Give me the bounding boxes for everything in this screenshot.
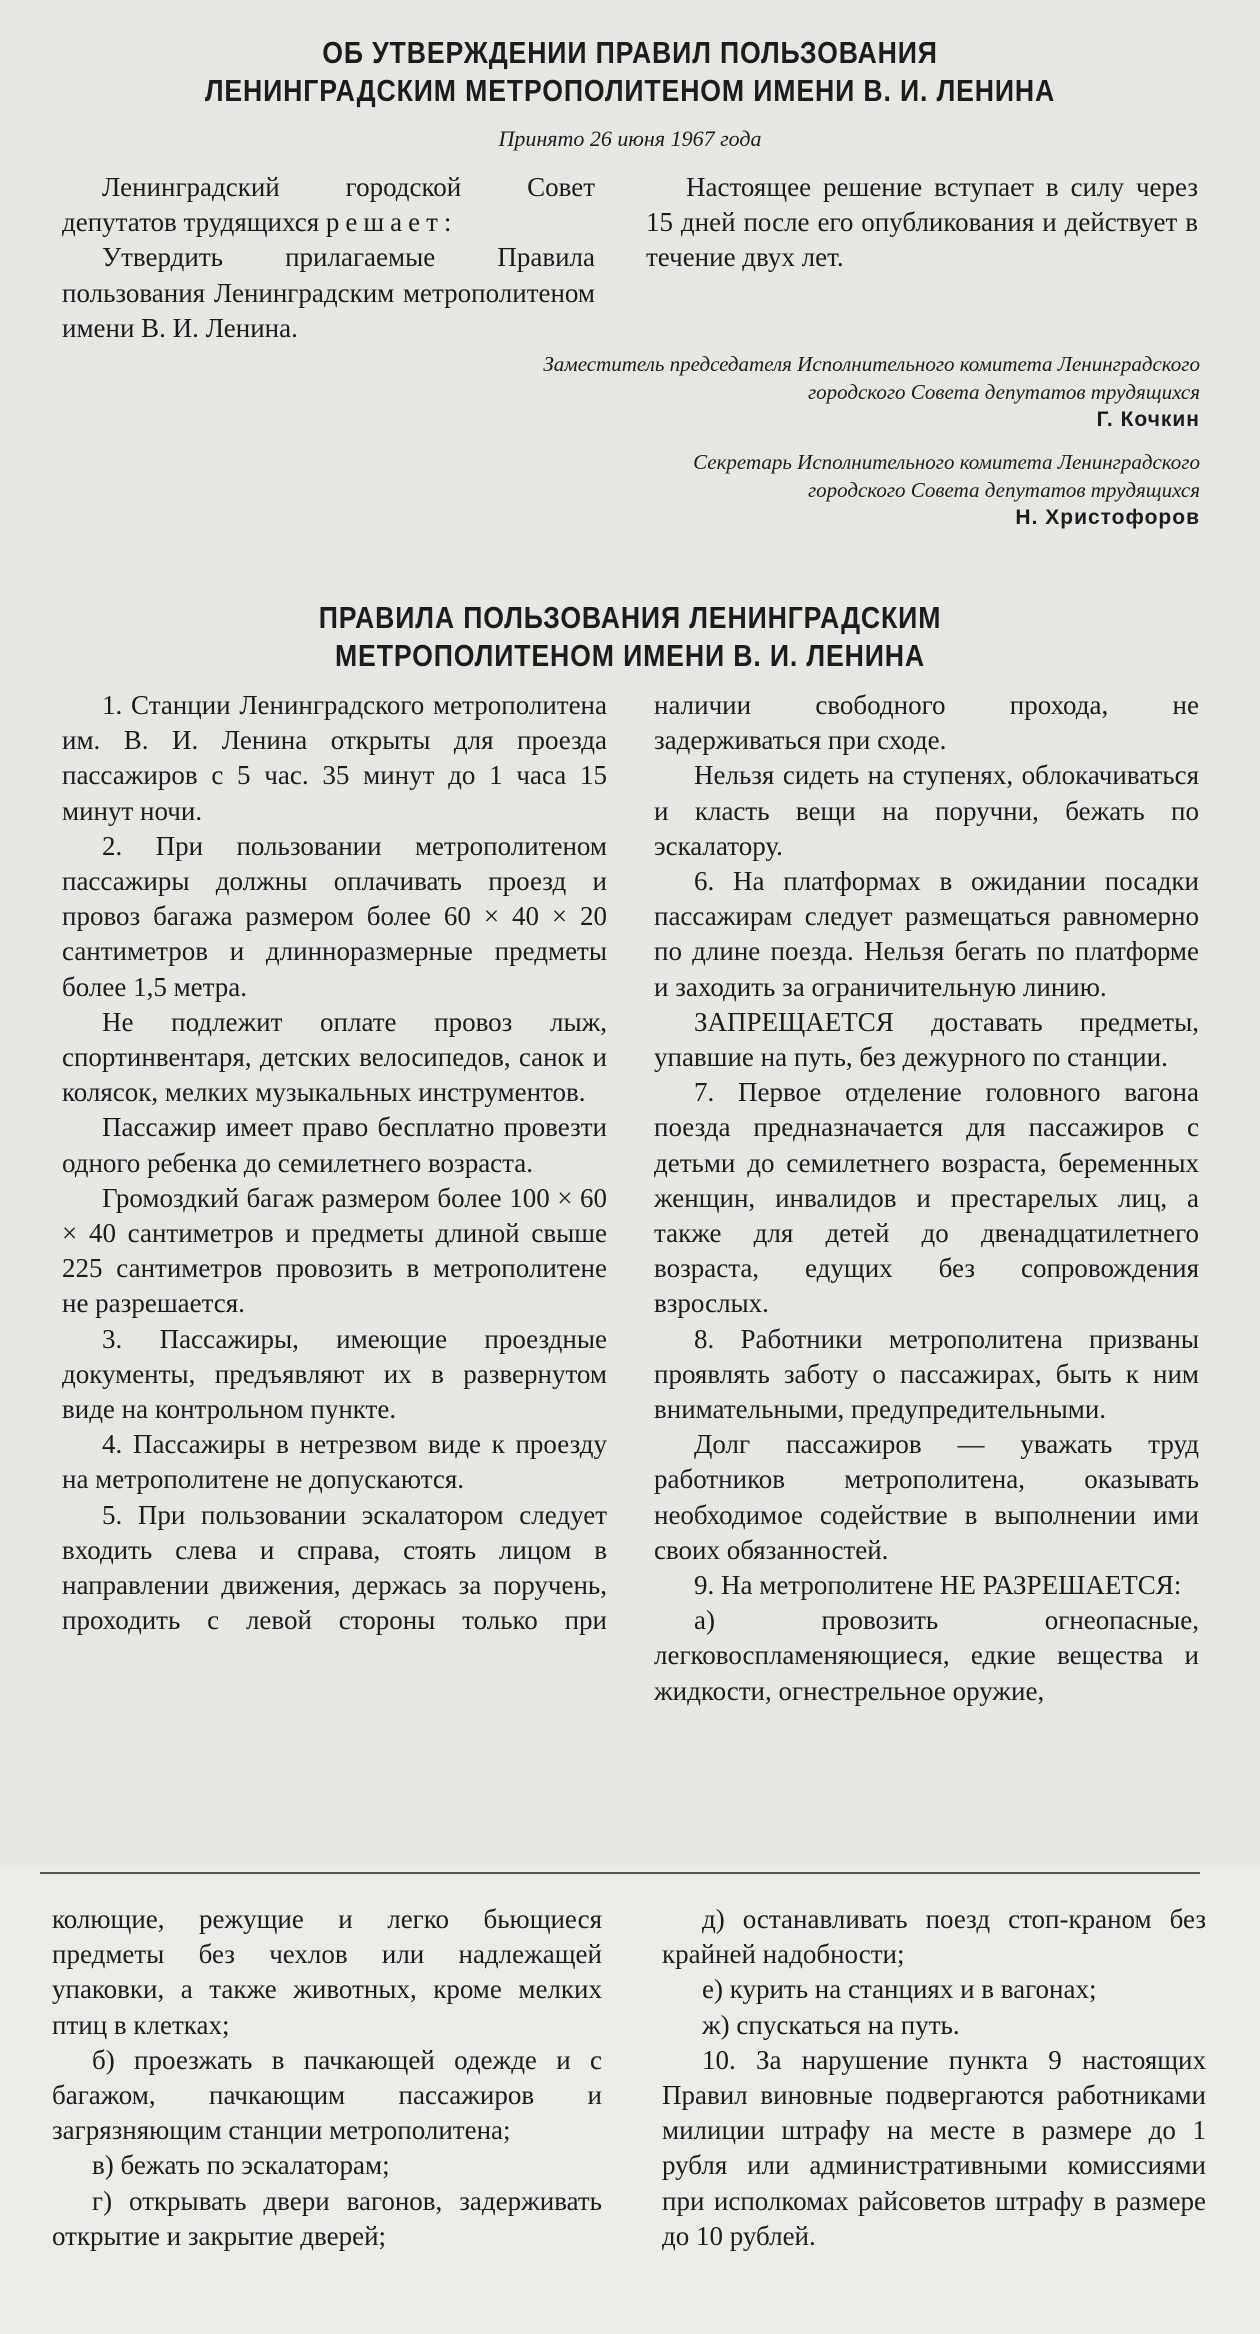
rule-paragraph: 10. За нарушение пункта 9 настоящих Правил виновные подвергаются работниками милиции штрафу на месте в размере до 1 рубля или административными комиссиями при исполкомах райсоветов штрафу в размере до 10 рублей. [662,2044,1206,2251]
decree-resolves-word: решает: [325,207,458,238]
signature-name: Н. Христофоров [1015,506,1200,529]
rules-title [88,599,1172,675]
rule-paragraph: 8. Работники метрополитена призваны проявлять заботу о пассажирах, быть к ним внимательными, предупредительными. [654,1323,1199,1425]
rule-paragraph: б) проезжать в пачкающей одежде и с багажом, пачкающим пассажиров и загрязняющим станции метрополитена; [52,2044,602,2146]
rule-paragraph: Пассажир имеет право бесплатно провезти одного ребенка до семилетнего возраста. [62,1112,607,1178]
rule-paragraph: е) курить на станциях и в вагонах; [702,1974,1097,2005]
rules-left-column [62,688,607,1638]
rule-paragraph: 3. Пассажиры, имеющие проездные документы, предъявляют их в развернутом виде на контрольном пункте. [62,1323,607,1425]
decree-paragraph-text: Ленинградский городской Совет депутатов трудящихся [62,172,595,238]
decree-right-column [646,170,1198,276]
decree-title [88,34,1172,110]
rule-paragraph: Долг пассажиров — уважать труд работников метрополитена, оказывать необходимое содействие в выполнении ими своих обязанностей. [654,1429,1199,1565]
rule-paragraph: 4. Пассажиры в нетрезвом виде к проезду на метрополитене не допускаются. [62,1429,607,1495]
decree-left-column [62,170,595,346]
rule-paragraph: д) останавливать поезд стоп-краном без крайней надобности; [662,1904,1206,1970]
continued-left-column [52,1902,602,2254]
decree-title-line: ЛЕНИНГРАДСКИМ МЕТРОПОЛИТЕНОМ ИМЕНИ В. И. ЛЕНИНА [204,73,1056,108]
rule-paragraph: г) открывать двери вагонов, задерживать открытие и закрытие дверей; [52,2185,602,2251]
section-divider [40,1872,1200,1874]
signature-position: городского Совета депутатов трудящихся [807,478,1200,502]
rule-paragraph: Нельзя сидеть на ступенях, облокачиваться и класть вещи на поручни, бежать по эскалатору. [654,760,1199,861]
rule-paragraph: Громоздкий багаж размером более 100 × 60 × 40 сантиметров и предметы длиной свыше 225 сантиметров провозить в метрополитене не разрешается. [62,1182,607,1319]
signature-block [543,350,1200,434]
signature-position: городского Совета депутатов трудящихся [807,380,1200,404]
continued-right-column [662,1902,1206,2254]
rule-paragraph: ЗАПРЕЩАЕТСЯ доставать предметы, упавшие на путь, без дежурного по станции. [654,1006,1199,1073]
signature-position: Заместитель председателя Исполнительного комитета Ленинградского [543,352,1200,376]
rule-paragraph: Не подлежит оплате провоз лыж, спортинвентаря, детских велосипедов, санок и колясок, мелких музыкальных инструментов. [62,1006,607,1108]
signature-position: Секретарь Исполнительного комитета Ленинградского [693,450,1200,474]
rule-paragraph: 7. Первое отделение головного вагона поезда предназначается для пассажиров с детьми до семилетнего возраста, беременных женщин, инвалидов и престарелых лиц, а также для детей до двенадцатилетнего возраста, едущих без сопровождения взрослых. [654,1077,1199,1319]
rule-paragraph: 5. При пользовании эскалатором следует входить слева и справа, стоять лицом в направлении движения, держась за поручень, проходить с левой стороны только при [62,1499,607,1636]
rule-paragraph: ж) спускаться на путь. [702,2009,960,2040]
decree-paragraph: Утвердить прилагаемые Правила пользования Ленинградским метрополитеном имени В. И. Ленина. [62,242,595,343]
rule-paragraph: а) провозить огнеопасные, легковоспламеняющиеся, едкие вещества и жидкости, огнестрельное оружие, [654,1605,1199,1706]
adoption-date: Принято 26 июня 1967 года [498,126,762,151]
rule-paragraph: 2. При пользовании метрополитеном пассажиры должны оплачивать проезд и провоз багажа размером более 60 × 40 × 20 сантиметров и длинноразмерные предметы более 1,5 метра. [62,830,607,1002]
signature-block [693,448,1200,532]
rule-paragraph: колющие, режущие и легко бьющиеся предметы без чехлов или надлежащей упаковки, а также животных, кроме мелких птиц в клетках; [52,1904,602,2040]
signature-name: Г. Кочкин [1096,408,1200,431]
decree-paragraph [62,170,595,240]
rule-paragraph: наличии свободного прохода, не задерживаться при сходе. [654,690,1199,756]
decree-paragraph: Настоящее решение вступает в силу через 15 дней после его опубликования и действует в течение двух лет. [646,172,1198,273]
rule-paragraph: 6. На платформах в ожидании посадки пассажирам следует размещаться равномерно по длине поезда. Нельзя бегать по платформе и заходить за ограничительную линию. [654,866,1199,1002]
rule-paragraph: 9. На метрополитене НЕ РАЗРЕШАЕТСЯ: [694,1570,1182,1601]
decree-title-line: ОБ УТВЕРЖДЕНИИ ПРАВИЛ ПОЛЬЗОВАНИЯ [322,35,938,70]
rule-paragraph: 1. Станции Ленинградского метрополитена им. В. И. Ленина открыты для проезда пассажиров с 5 час. 35 минут до 1 часа 15 минут ночи. [62,690,607,826]
rules-title-line: МЕТРОПОЛИТЕНОМ ИМЕНИ В. И. ЛЕНИНА [334,638,926,673]
rule-paragraph: в) бежать по эскалаторам; [92,2150,390,2181]
rules-right-column [654,688,1199,1709]
rules-title-line: ПРАВИЛА ПОЛЬЗОВАНИЯ ЛЕНИНГРАДСКИМ [318,600,942,635]
